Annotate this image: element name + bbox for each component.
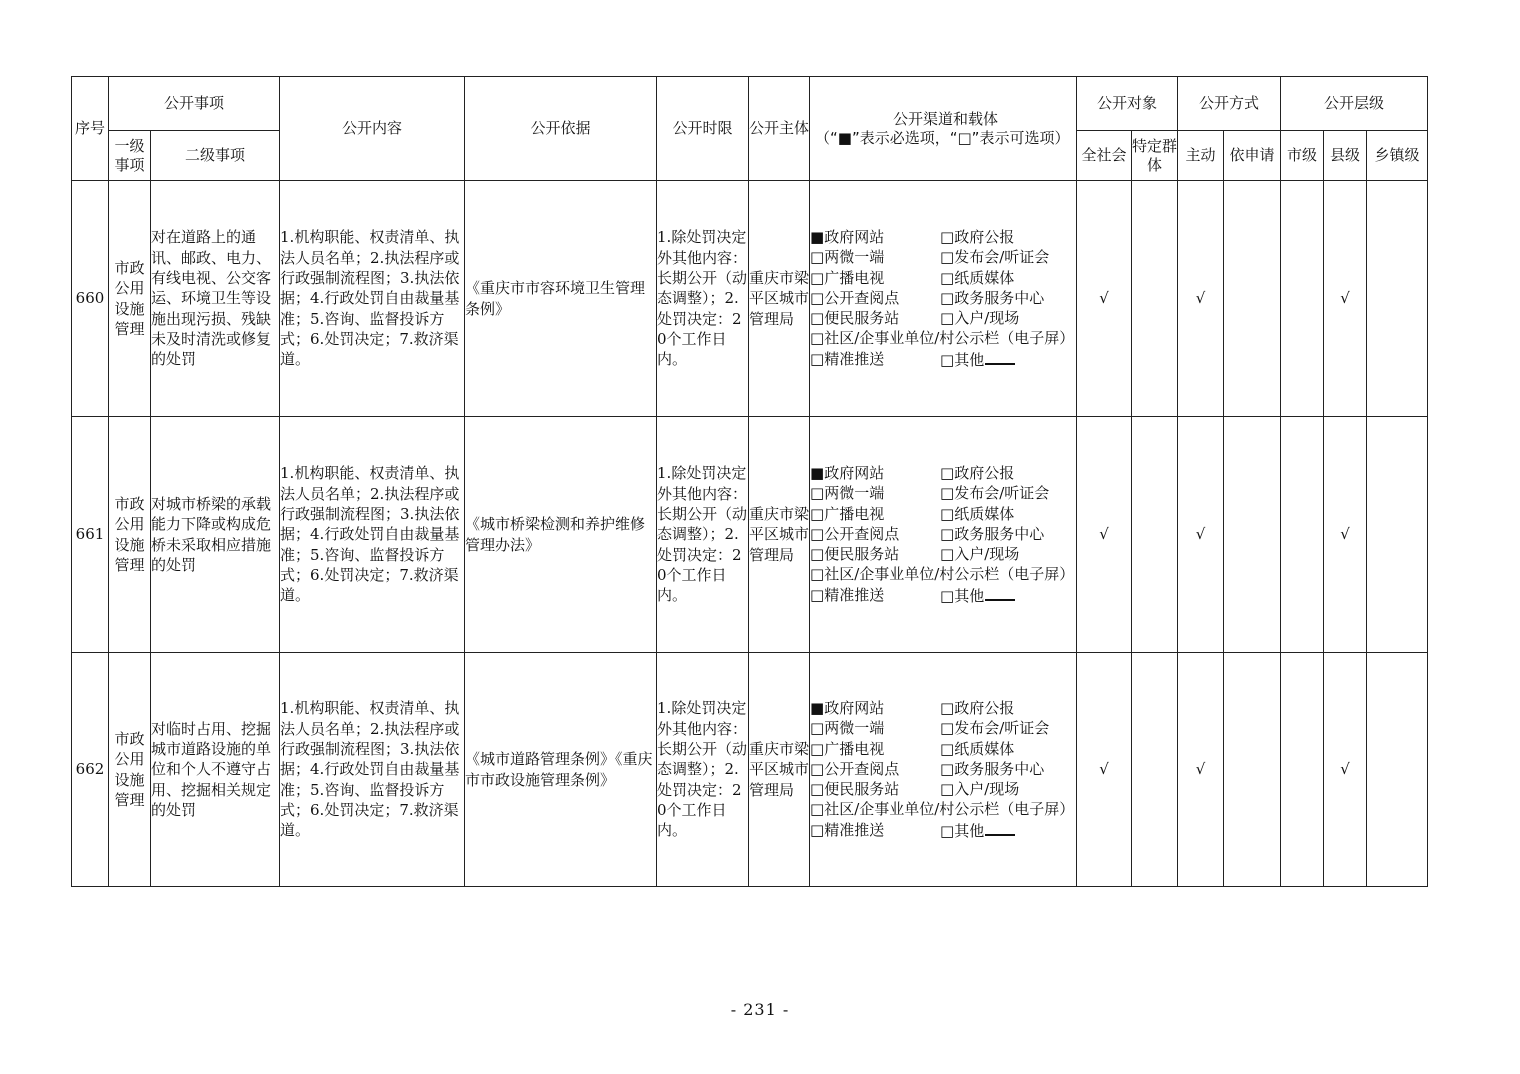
row-content: 1.机构职能、权责清单、执法人员名单；2.执法程序或行政强制流程图；3.执法依据；4.行政处罚自由裁量基准；5.咨询、监督投诉方式；6.处罚决定；7.救济渠道。 bbox=[280, 653, 465, 887]
header-channels-note: （“■”表示必选项，“□”表示可选项） bbox=[815, 128, 1070, 147]
row-channels bbox=[810, 653, 1077, 887]
header-time-limit: 公开时限 bbox=[657, 77, 749, 181]
channel-door-to-door: □入户/现场 bbox=[940, 780, 1020, 799]
row-mode-request bbox=[1224, 181, 1281, 417]
row-mode-active: √ bbox=[1178, 181, 1224, 417]
row-level-county: √ bbox=[1324, 653, 1367, 887]
row-number: 660 bbox=[72, 181, 109, 417]
table-row bbox=[72, 181, 1428, 417]
header-public-item: 公开事项 bbox=[109, 77, 280, 131]
header-row-1 bbox=[72, 77, 1428, 131]
row-subject: 重庆市梁平区城市管理局 bbox=[749, 417, 810, 653]
channel-press-hearing: □发布会/听证会 bbox=[940, 248, 1050, 267]
row-level1: 市政公用设施管理 bbox=[109, 181, 151, 417]
row-mode-active: √ bbox=[1178, 653, 1224, 887]
header-level-county: 县级 bbox=[1324, 131, 1367, 181]
header-level2: 二级事项 bbox=[151, 131, 280, 181]
channel-service-station: □便民服务站 bbox=[810, 309, 900, 328]
channel-gov-gazette: □政府公报 bbox=[940, 227, 1015, 246]
channel-service-center: □政务服务中心 bbox=[940, 524, 1045, 543]
row-channels bbox=[810, 417, 1077, 653]
row-level-town bbox=[1367, 181, 1428, 417]
header-basis: 公开依据 bbox=[465, 77, 657, 181]
row-mode-active: √ bbox=[1178, 417, 1224, 653]
row-number: 661 bbox=[72, 417, 109, 653]
header-level-city: 市级 bbox=[1281, 131, 1324, 181]
channel-press-hearing: □发布会/听证会 bbox=[940, 719, 1050, 738]
row-basis: 《城市桥梁检测和养护维修管理办法》 bbox=[465, 417, 657, 653]
channel-other: □其他 bbox=[940, 585, 1070, 606]
channel-gov-gazette: □政府公报 bbox=[940, 463, 1015, 482]
channel-door-to-door: □入户/现场 bbox=[940, 545, 1020, 564]
row-time-limit: 1.除处罚决定外其他内容：长期公开（动态调整）；2.处罚决定：20个工作日内。 bbox=[657, 417, 749, 653]
row-basis: 《重庆市市容环境卫生管理条例》 bbox=[465, 181, 657, 417]
channel-community-board: □社区/企事业单位/村公示栏（电子屏） bbox=[810, 565, 1075, 584]
channel-reading-point: □公开查阅点 bbox=[810, 288, 900, 307]
channel-radio-tv: □广播电视 bbox=[810, 739, 885, 758]
channel-community-board: □社区/企事业单位/村公示栏（电子屏） bbox=[810, 800, 1075, 819]
channel-precise-push: □精准推送 bbox=[810, 349, 885, 368]
header-target-specific: 特定群体 bbox=[1132, 131, 1178, 181]
channel-precise-push: □精准推送 bbox=[810, 585, 885, 604]
channel-print-media: □纸质媒体 bbox=[940, 739, 1015, 758]
channel-two-micro: □两微一端 bbox=[810, 719, 885, 738]
header-level1: 一级事项 bbox=[109, 131, 151, 181]
header-content: 公开内容 bbox=[280, 77, 465, 181]
row-level-city bbox=[1281, 653, 1324, 887]
row-level-city bbox=[1281, 181, 1324, 417]
header-target-all: 全社会 bbox=[1077, 131, 1132, 181]
channel-gov-website: ■政府网站 bbox=[810, 463, 885, 482]
row-basis: 《城市道路管理条例》《重庆市市政设施管理条例》 bbox=[465, 653, 657, 887]
row-time-limit: 1.除处罚决定外其他内容：长期公开（动态调整）；2.处罚决定：20个工作日内。 bbox=[657, 653, 749, 887]
channel-service-center: □政务服务中心 bbox=[940, 759, 1045, 778]
channel-gov-website: ■政府网站 bbox=[810, 698, 885, 717]
header-subject: 公开主体 bbox=[749, 77, 810, 181]
row-level-town bbox=[1367, 417, 1428, 653]
channel-radio-tv: □广播电视 bbox=[810, 504, 885, 523]
row-level2: 对在道路上的通讯、邮政、电力、有线电视、公交客运、环境卫生等设施出现污损、残缺未及时清洗或修复的处罚 bbox=[151, 181, 280, 417]
row-number: 662 bbox=[72, 653, 109, 887]
row-content: 1.机构职能、权责清单、执法人员名单；2.执法程序或行政强制流程图；3.执法依据；4.行政处罚自由裁量基准；5.咨询、监督投诉方式；6.处罚决定；7.救济渠道。 bbox=[280, 417, 465, 653]
row-level-town bbox=[1367, 653, 1428, 887]
row-level-city bbox=[1281, 417, 1324, 653]
table-row bbox=[72, 653, 1428, 887]
channel-reading-point: □公开查阅点 bbox=[810, 524, 900, 543]
header-target: 公开对象 bbox=[1077, 77, 1178, 131]
header-seq: 序号 bbox=[72, 77, 109, 181]
channel-print-media: □纸质媒体 bbox=[940, 268, 1015, 287]
channel-gov-gazette: □政府公报 bbox=[940, 698, 1015, 717]
disclosure-table bbox=[71, 76, 1428, 887]
channel-service-station: □便民服务站 bbox=[810, 545, 900, 564]
row-target-all: √ bbox=[1077, 417, 1132, 653]
row-subject: 重庆市梁平区城市管理局 bbox=[749, 653, 810, 887]
channel-precise-push: □精准推送 bbox=[810, 820, 885, 839]
header-level: 公开层级 bbox=[1281, 77, 1428, 131]
row-target-specific bbox=[1132, 181, 1178, 417]
row-time-limit: 1.除处罚决定外其他内容：长期公开（动态调整）；2.处罚决定：20个工作日内。 bbox=[657, 181, 749, 417]
row-level-county: √ bbox=[1324, 181, 1367, 417]
channel-two-micro: □两微一端 bbox=[810, 248, 885, 267]
row-target-specific bbox=[1132, 417, 1178, 653]
header-mode: 公开方式 bbox=[1178, 77, 1281, 131]
channel-gov-website: ■政府网站 bbox=[810, 227, 885, 246]
header-channels bbox=[810, 77, 1077, 181]
channel-radio-tv: □广播电视 bbox=[810, 268, 885, 287]
channel-press-hearing: □发布会/听证会 bbox=[940, 484, 1050, 503]
header-mode-active: 主动 bbox=[1178, 131, 1224, 181]
row-level1: 市政公用设施管理 bbox=[109, 653, 151, 887]
row-level1: 市政公用设施管理 bbox=[109, 417, 151, 653]
row-mode-request bbox=[1224, 417, 1281, 653]
channel-reading-point: □公开查阅点 bbox=[810, 759, 900, 778]
table-row bbox=[72, 417, 1428, 653]
channel-service-station: □便民服务站 bbox=[810, 780, 900, 799]
channel-door-to-door: □入户/现场 bbox=[940, 309, 1020, 328]
row-subject: 重庆市梁平区城市管理局 bbox=[749, 181, 810, 417]
channel-print-media: □纸质媒体 bbox=[940, 504, 1015, 523]
channel-two-micro: □两微一端 bbox=[810, 484, 885, 503]
row-level2: 对临时占用、挖掘城市道路设施的单位和个人不遵守占用、挖掘相关规定的处罚 bbox=[151, 653, 280, 887]
row-content: 1.机构职能、权责清单、执法人员名单；2.执法程序或行政强制流程图；3.执法依据；4.行政处罚自由裁量基准；5.咨询、监督投诉方式；6.处罚决定；7.救济渠道。 bbox=[280, 181, 465, 417]
channel-other: □其他 bbox=[940, 820, 1070, 841]
row-target-all: √ bbox=[1077, 653, 1132, 887]
row-level2: 对城市桥梁的承载能力下降或构成危桥未采取相应措施的处罚 bbox=[151, 417, 280, 653]
channel-service-center: □政务服务中心 bbox=[940, 288, 1045, 307]
row-mode-request bbox=[1224, 653, 1281, 887]
channel-other: □其他 bbox=[940, 349, 1070, 370]
channel-community-board: □社区/企事业单位/村公示栏（电子屏） bbox=[810, 329, 1075, 348]
row-level-county: √ bbox=[1324, 417, 1367, 653]
row-target-all: √ bbox=[1077, 181, 1132, 417]
row-target-specific bbox=[1132, 653, 1178, 887]
header-level-town: 乡镇级 bbox=[1367, 131, 1428, 181]
page-number: - 231 - bbox=[730, 1000, 790, 1019]
header-channels-title: 公开渠道和载体 bbox=[893, 109, 999, 128]
header-mode-request: 依申请 bbox=[1224, 131, 1281, 181]
row-channels bbox=[810, 181, 1077, 417]
